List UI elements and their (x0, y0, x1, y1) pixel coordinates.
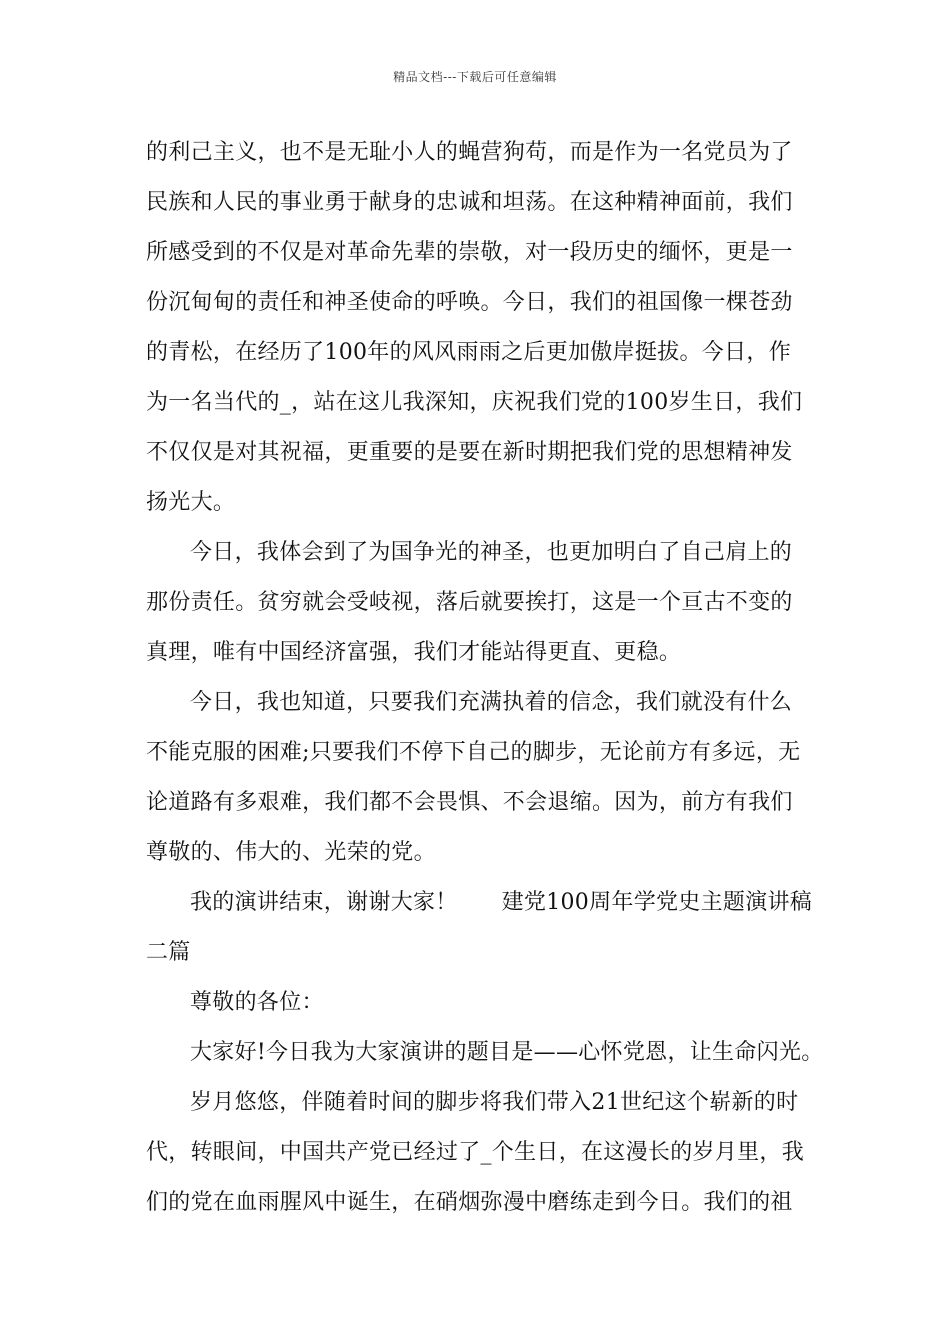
document-body (146, 128, 824, 1228)
text-line: 不能克服的困难;只要我们不停下自己的脚步，无论前方有多远，无 (146, 740, 801, 765)
text-line: 尊敬的、伟大的、光荣的党。 (146, 840, 436, 865)
text-line: 们的党在血雨腥风中诞生，在硝烟弥漫中磨练走到今日。我们的祖 (146, 1190, 793, 1215)
text-line: 论道路有多艰难，我们都不会畏惧、不会退缩。因为，前方有我们 (146, 790, 793, 815)
text-line: 的青松，在经历了100年的风风雨雨之后更加傲岸挺拔。今日，作 (146, 340, 791, 365)
text-line: 民族和人民的事业勇于献身的忠诚和坦荡。在这种精神面前，我们 (146, 190, 793, 215)
text-line: 为一名当代的_，站在这儿我深知，庆祝我们党的100岁生日，我们 (146, 390, 803, 415)
text-line: 的利己主义，也不是无耻小人的蝇营狗苟，而是作为一名党员为了 (146, 140, 793, 165)
section-title: 建党100周年学党史主题演讲稿 (501, 890, 813, 915)
paragraph-start-line: 岁月悠悠，伴随着时间的脚步将我们带入21世纪这个崭新的时 (190, 1090, 799, 1115)
text-line: 真理，唯有中国经济富强，我们才能站得更直、更稳。 (146, 640, 682, 665)
section-title-continuation: 二篇 (146, 940, 191, 965)
closing-remark: 我的演讲结束，谢谢大家！ (190, 890, 458, 915)
text-line: 扬光大。 (146, 490, 236, 515)
page-header: 精品文档---下载后可任意编辑 (393, 70, 557, 84)
text-line: 所感受到的不仅是对革命先辈的崇敬，对一段历史的缅怀，更是一 (146, 240, 793, 265)
closing-and-title-line (146, 878, 816, 928)
text-line: 代，转眼间，中国共产党已经过了_个生日，在这漫长的岁月里，我 (146, 1140, 805, 1165)
text-line: 那份责任。贫穷就会受岐视，落后就要挨打，这是一个亘古不变的 (146, 590, 793, 615)
text-line: 不仅仅是对其祝福，更重要的是要在新时期把我们党的思想精神发 (146, 440, 793, 465)
paragraph-start-line: 今日，我也知道，只要我们充满执着的信念，我们就没有什么 (190, 690, 793, 715)
text-line: 份沉甸甸的责任和神圣使命的呼唤。今日，我们的祖国像一棵苍劲 (146, 290, 793, 315)
salutation: 尊敬的各位： (190, 990, 324, 1015)
paragraph-start-line: 今日，我体会到了为国争光的神圣，也更加明白了自己肩上的 (190, 540, 793, 565)
greeting-line: 大家好!今日我为大家演讲的题目是——心怀党恩，让生命闪光。 (190, 1040, 824, 1065)
